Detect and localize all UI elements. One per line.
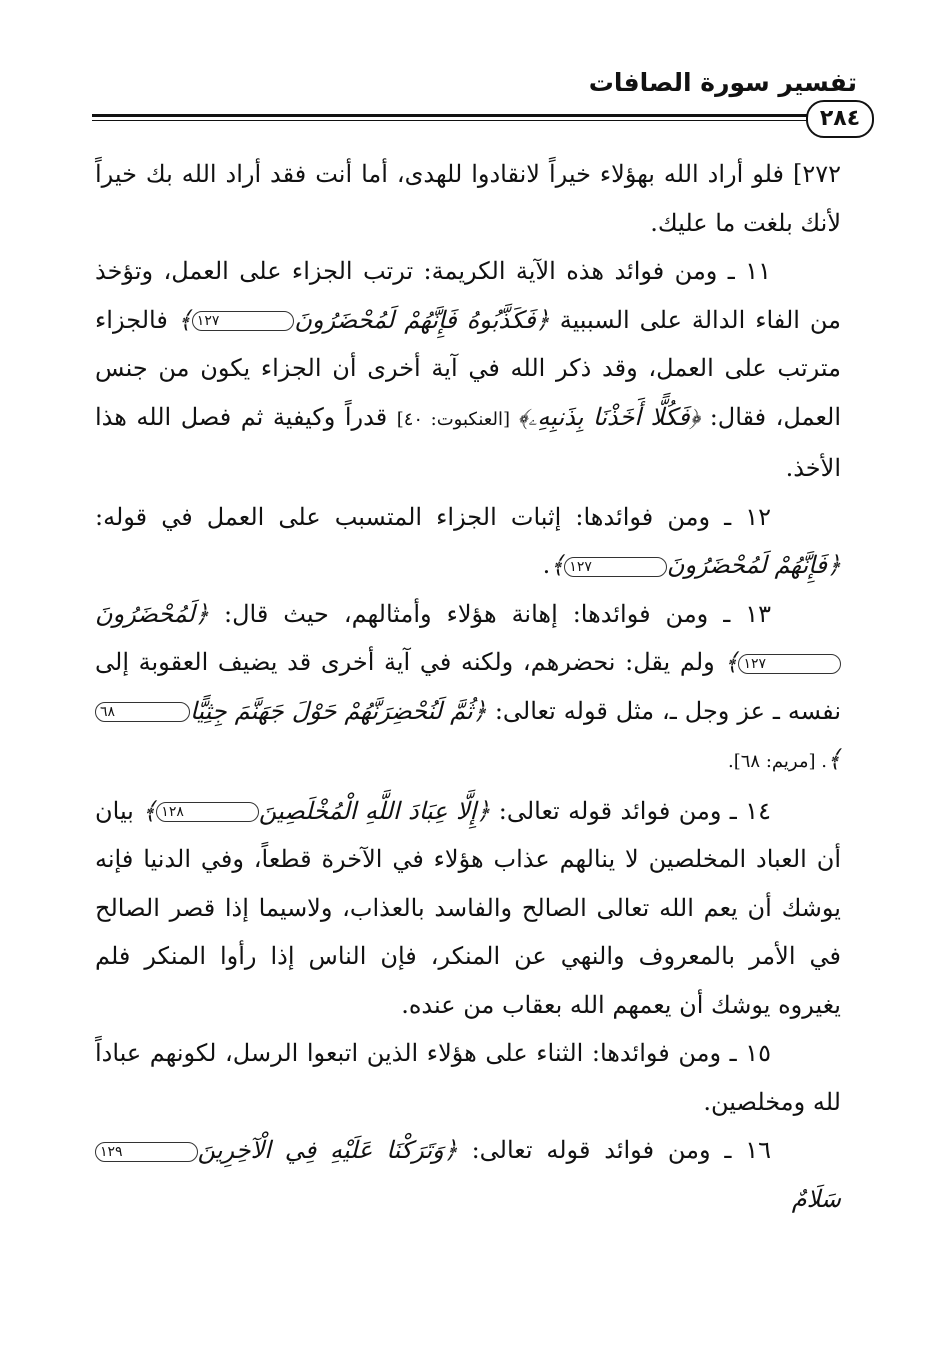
paragraph-text: ١٤ ـ ومن فوائد قوله تعالى: (490, 796, 771, 825)
quran-verse: ﴾ (826, 745, 841, 773)
ayah-number-marker: ١٢٩ (95, 1142, 198, 1162)
paragraph-text: قدراً وكيفية ثم فصل الله هذا الأخذ. (95, 402, 841, 482)
quran-verse: ﴿إِلَّا عِبَادَ اللَّهِ الْمُخْلَصِينَ (258, 796, 491, 825)
paragraph-text: ١٢ ـ ومن فوائدها: إثبات الجزاء المتسبب على العمل في قوله: (95, 502, 771, 531)
body-text (95, 150, 841, 1223)
quran-verse: ﴾ (724, 648, 739, 676)
quran-verse: ﴾ (550, 551, 565, 579)
page-number-badge: ٢٨٤ (806, 100, 874, 138)
running-header-title: تفسير سورة الصافات (588, 68, 857, 97)
quran-verse: ﴿لَمُحْضَرُونَ (95, 599, 210, 628)
quran-verse: سَلَامٌ (791, 1184, 841, 1213)
ayah-number-marker: ١٢٨ (156, 802, 259, 822)
paragraph-p2 (95, 247, 841, 493)
paragraph-p7 (95, 1126, 841, 1223)
paragraph-p4 (95, 590, 841, 787)
paragraph-text: فالجزاء مترتب على العمل، وقد ذكر الله في آية أخرى أن الجزاء يكون من جنس العمل، فقال: (95, 305, 842, 431)
ayah-number-marker: ١٢٧ (192, 311, 295, 331)
paragraph-text: ١٥ ـ ومن فوائدها: الثناء على هؤلاء الذين اتبعوا الرسل، لكونهم عباداً لله ومخلصين. (95, 1039, 841, 1116)
quran-verse: ﴿ثُمَّ لَنُحْضِرَنَّهُمْ حَوْلَ جَهَنَّمَ جِثِيًّا (190, 696, 487, 725)
paragraph-text: ١١ ـ ومن فوائد هذه الآية الكريمة: ترتب الجزاء على العمل، وتؤخذ من الفاء الدالة على السببية (95, 257, 841, 334)
paragraph-p6 (95, 1029, 841, 1126)
verse-reference: . [مريم: ٦٨]. (728, 751, 827, 772)
paragraph-text: ١٦ ـ ومن فوائد قوله تعالى: (457, 1136, 771, 1164)
paragraph-p3 (95, 493, 841, 590)
quran-verse: ﴾ (177, 305, 192, 334)
verse-reference: [العنكبوت: ٤٠] (396, 408, 518, 430)
paragraph-text: ٢٧٢] فلو أراد الله بهؤلاء خيراً لانقادوا للهدى، أما أنت فقد أراد الله بك خيراً لأنك بلغت ما عليك. (95, 160, 841, 237)
header-rule-thick (92, 114, 808, 117)
ayah-number-marker: ١٢٧ (738, 654, 841, 674)
quran-verse: ﴿فَكُلًّا أَخَذْنَا بِذَنبِهِۦ﴾ (517, 402, 701, 431)
paragraph-p1 (95, 150, 841, 247)
header-rule-thin (92, 120, 808, 121)
quran-verse: ﴿وَتَرَكْنَا عَلَيْهِ فِي الْآخِرِينَ (197, 1136, 458, 1164)
paragraph-text: . (542, 551, 551, 579)
paragraph-text: بيان أن العباد المخلصين لا ينالهم عذاب هؤلاء في الآخرة قطعاً، وفي الدنيا فإنه يوشك أن يعم الله تعالى الصالح والفاسد بالعذاب، ولاسيما إذا قصر الصالح في الأمر بالمعروف والنهي عن المنكر، فإن الناس إذا رأوا المنكر فلم يغيروه يوشك أن يعمهم الله بعقاب من عنده. (95, 796, 841, 1019)
paragraph-p5 (95, 787, 841, 1030)
ayah-number-marker: ١٢٧ (564, 557, 667, 577)
quran-verse: ﴾ (142, 796, 157, 825)
quran-verse: ﴿فَكَذَّبُوهُ فَإِنَّهُمْ لَمُحْضَرُونَ (294, 305, 550, 334)
paragraph-text: ١٣ ـ ومن فوائدها: إهانة هؤلاء وأمثالهم، حيث قال: (209, 599, 771, 628)
paragraph-text: ولم يقل: نحضرهم، ولكنه في آية أخرى قد يضيف العقوبة إلى نفسه ـ عز وجل ـ، مثل قوله تعالى: (95, 648, 841, 725)
quran-verse: ﴿فَإِنَّهُمْ لَمُحْضَرُونَ (666, 551, 841, 579)
ayah-number-marker: ٦٨ (95, 702, 190, 722)
